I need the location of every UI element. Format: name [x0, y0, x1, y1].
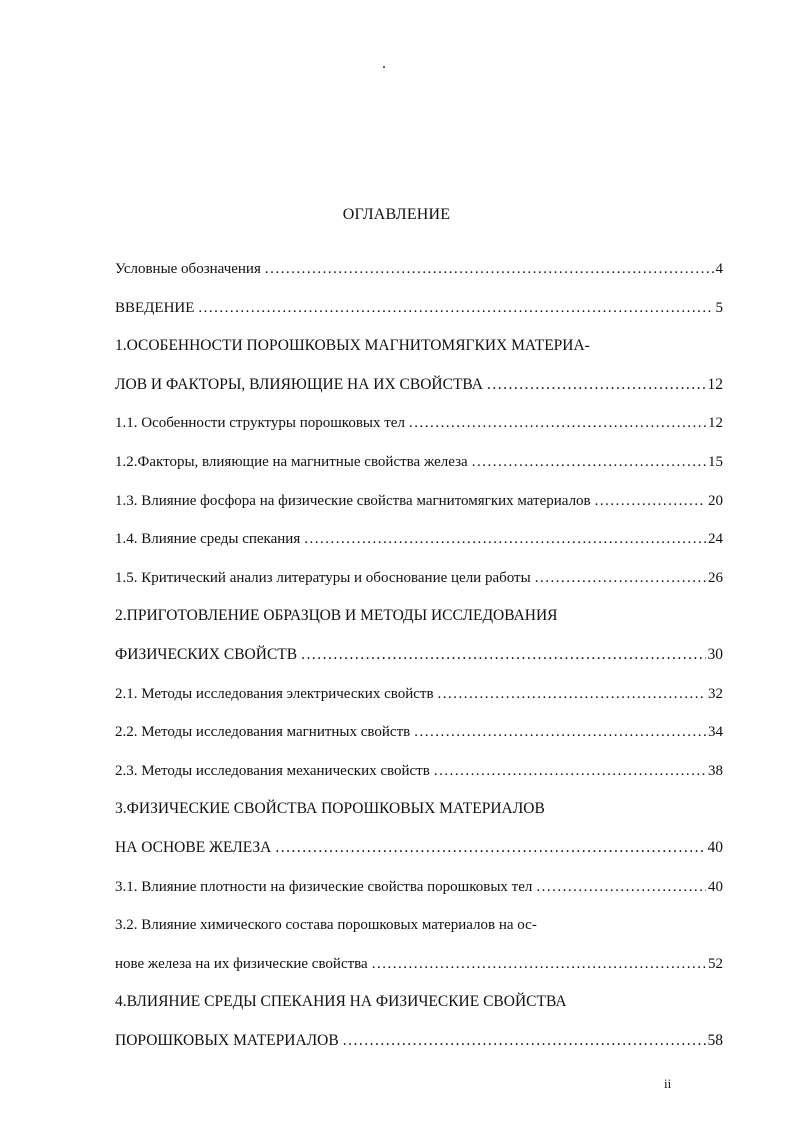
toc-leader-dots: [304, 520, 706, 559]
toc-line: [115, 868, 723, 907]
toc-line: [115, 713, 723, 752]
toc-page-number: 52: [708, 955, 723, 972]
toc-line: [115, 443, 723, 482]
toc-leader-dots: [301, 636, 705, 675]
toc-line: [115, 482, 723, 521]
toc-page-number: 15: [708, 453, 723, 470]
toc-line: [115, 250, 723, 289]
toc-label: ВВЕДЕНИЕ: [115, 299, 195, 316]
toc-label: 2.2. Методы исследования магнитных свойств: [115, 724, 411, 741]
toc-line: [115, 1022, 723, 1061]
toc-page-number: 32: [708, 685, 723, 702]
toc-label: Условные обозначения: [115, 261, 261, 277]
toc-leader-dots: [275, 829, 705, 868]
toc-label: нове железа на их физические свойства: [115, 955, 368, 972]
toc-leader-dots: [343, 1022, 706, 1061]
toc-page-number: 38: [708, 762, 723, 779]
toc-page-number: 58: [707, 1031, 723, 1049]
toc-line: [115, 366, 723, 405]
toc-leader-dots: [198, 289, 713, 328]
toc-line: [115, 945, 723, 984]
toc-leader-dots: [434, 752, 706, 791]
toc-leader-dots: [536, 868, 706, 907]
toc-label: 1.4. Влияние среды спекания: [115, 531, 301, 548]
toc-page-number: 24: [708, 531, 723, 548]
toc-line: [115, 597, 723, 636]
toc-line: [115, 675, 723, 714]
toc-label: 3.1. Влияние плотности на физические свойства порошковых тел: [115, 878, 533, 895]
toc-page-number: 20: [708, 492, 723, 509]
toc-line: [115, 752, 723, 791]
toc-label: ФИЗИЧЕСКИХ СВОЙСТВ: [115, 645, 298, 663]
toc-page-number: 5: [715, 299, 723, 316]
toc-page-number: 40: [708, 878, 723, 895]
toc-label: 2.ПРИГОТОВЛЕНИЕ ОБРАЗЦОВ И МЕТОДЫ ИССЛЕДОВАНИЯ: [115, 607, 558, 625]
toc-line: [115, 327, 723, 366]
toc-label: 1.1. Особенности структуры порошковых тел: [115, 415, 405, 432]
toc-page-number: 12: [707, 375, 723, 393]
toc-line: [115, 983, 723, 1022]
toc-label: 1.2.Факторы, влияющие на магнитные свойства железа: [115, 453, 468, 470]
toc-line: [115, 289, 723, 328]
toc-line: [115, 404, 723, 443]
toc-label: ЛОВ И ФАКТОРЫ, ВЛИЯЮЩИЕ НА ИХ СВОЙСТВА: [115, 375, 483, 393]
page-title: ОГЛАВЛЕНИЕ: [342, 206, 451, 223]
toc-leader-dots: [487, 366, 706, 405]
scan-speck: [383, 66, 385, 68]
toc-line: [115, 829, 723, 868]
toc-label: 1.3. Влияние фосфора на физические свойства магнитомягких материалов: [115, 492, 591, 509]
toc-line: [115, 790, 723, 829]
toc-label: 3.ФИЗИЧЕСКИЕ СВОЙСТВА ПОРОШКОВЫХ МАТЕРИАЛОВ: [115, 800, 545, 818]
toc-leader-dots: [414, 713, 706, 752]
footer-page-number: ii: [664, 1076, 672, 1091]
table-of-contents: [115, 250, 723, 1060]
toc-line: [115, 906, 723, 945]
toc-label: 1.ОСОБЕННОСТИ ПОРОШКОВЫХ МАГНИТОМЯГКИХ МАТЕРИА-: [115, 337, 590, 355]
toc-label: 4.ВЛИЯНИЕ СРЕДЫ СПЕКАНИЯ НА ФИЗИЧЕСКИЕ СВОЙСТВА: [115, 993, 567, 1011]
toc-page-number: 34: [708, 724, 723, 741]
toc-leader-dots: [535, 559, 706, 598]
toc-page-number: 40: [707, 838, 723, 856]
toc-label: 2.1. Методы исследования электрических свойств: [115, 685, 434, 702]
toc-label: НА ОСНОВЕ ЖЕЛЕЗА: [115, 838, 272, 856]
toc-line: [115, 559, 723, 598]
toc-label: 1.5. Критический анализ литературы и обоснование цели работы: [115, 569, 531, 586]
toc-page-number: 4: [715, 261, 723, 277]
toc-label: 3.2. Влияние химического состава порошковых материалов на ос-: [115, 917, 537, 934]
toc-page-number: 26: [708, 569, 723, 586]
toc-label: ПОРОШКОВЫХ МАТЕРИАЛОВ: [115, 1031, 339, 1049]
toc-page-number: 30: [707, 645, 723, 663]
toc-page-number: 12: [708, 415, 723, 432]
toc-leader-dots: [409, 404, 706, 443]
toc-leader-dots: [372, 945, 706, 984]
toc-leader-dots: [472, 443, 706, 482]
toc-line: [115, 636, 723, 675]
toc-leader-dots: [265, 250, 714, 289]
toc-leader-dots: [595, 482, 706, 521]
toc-label: 2.3. Методы исследования механических свойств: [115, 762, 430, 779]
toc-leader-dots: [438, 675, 706, 714]
toc-line: [115, 520, 723, 559]
